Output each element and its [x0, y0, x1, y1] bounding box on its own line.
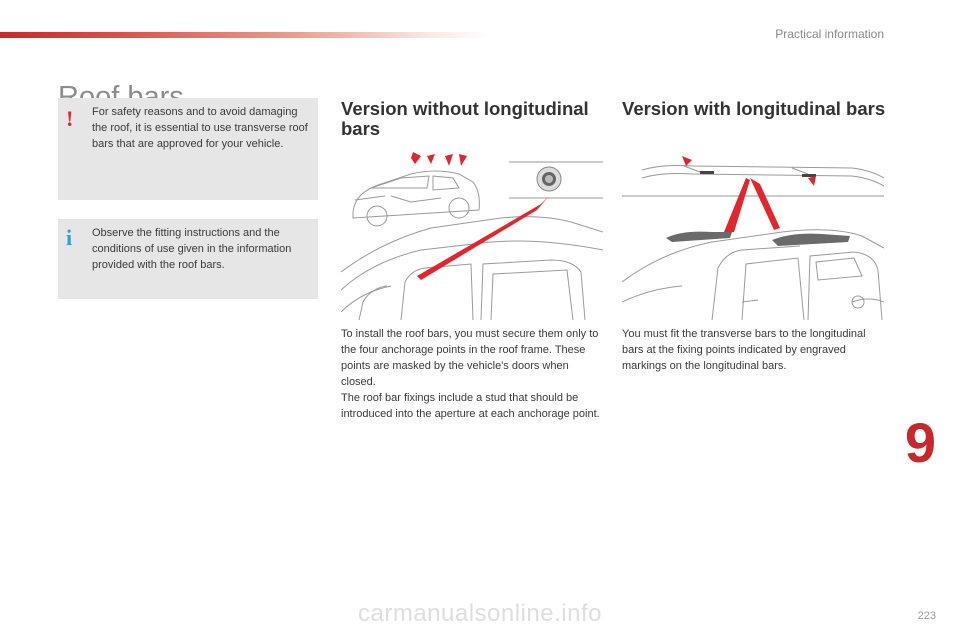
heading-without-longitudinal-bars: Version without longitudinal bars [341, 98, 589, 139]
illustration-with-longitudinal-bars [622, 152, 884, 320]
longitudinal-bars-drawing [622, 152, 884, 320]
warning-note [58, 98, 318, 200]
left-paragraph-1: To install the roof bars, you must secure them only to the four anchorage points in the roof frame. These points are masked by the vehicle's doors when closed. [341, 328, 599, 388]
watermark: carmanualsonline.info [358, 600, 602, 627]
roof-anchorage-drawing [341, 152, 603, 320]
info-icon: i [66, 225, 73, 250]
header-accent-bar [0, 32, 490, 38]
page-number: 223 [917, 610, 936, 622]
right-column-text [622, 326, 884, 374]
section-title: Practical information [775, 27, 884, 41]
exclamation-icon: ! [66, 106, 74, 131]
illustration-without-longitudinal-bars [341, 152, 603, 320]
info-note [58, 219, 318, 299]
left-column-text [341, 326, 603, 422]
heading-with-longitudinal-bars: Version with longitudinal bars [622, 98, 886, 119]
right-paragraph-1: You must fit the transverse bars to the longitudinal bars at the fixing points indicated by engraved markings on the longitudinal bars. [622, 328, 866, 372]
left-paragraph-2: The roof bar fixings include a stud that should be introduced into the aperture at each anchorage point. [341, 392, 600, 420]
warning-note-text: For safety reasons and to avoid damaging the roof, it is essential to use transverse roof bars that are approved for your vehicle. [92, 106, 308, 150]
info-note-text: Observe the fitting instructions and the conditions of use given in the information provided with the roof bars. [92, 227, 292, 271]
chapter-number: 9 [904, 411, 936, 474]
